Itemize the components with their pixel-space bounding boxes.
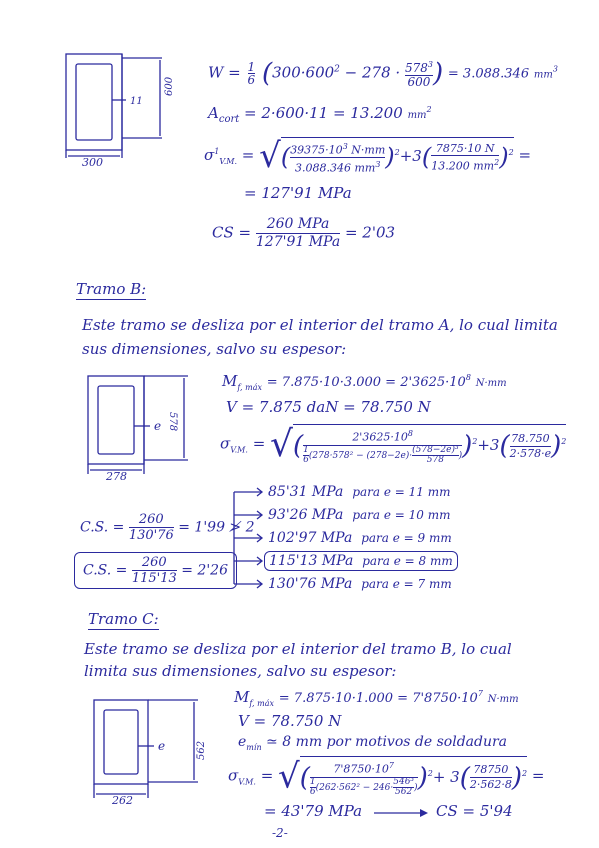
- section-c-text-2: limita sus dimensiones, salvo su espesor:: [84, 662, 397, 680]
- svm-a-sup: 1: [214, 147, 220, 156]
- svm-a-t2-exp: 2: [508, 148, 514, 158]
- mf-c-label: M: [234, 688, 250, 706]
- svm-a-t1-den-exp: 3: [375, 160, 381, 169]
- svm-a-t1-num: 39375·10: [290, 144, 343, 157]
- section-b-title: Tramo B:: [76, 280, 147, 298]
- cs-b1-label: C.S. =: [80, 519, 125, 536]
- cs-a-result: = 2'03: [344, 223, 396, 242]
- svm-c-label: σ: [228, 766, 239, 785]
- section-c-text-1: Este tramo se desliza por el interior del tramo B, lo cual: [84, 640, 512, 658]
- cross-section-a-diagram: [62, 48, 192, 168]
- svm-b-t2-den: 2·578·e: [509, 446, 552, 460]
- cs-b2-formula: [74, 552, 237, 589]
- emin-label: e: [238, 734, 247, 750]
- svm-b-den-pre-den: 6: [303, 454, 309, 465]
- result-value: 85'31 MPa: [268, 484, 344, 500]
- cs-a-label: CS =: [212, 223, 252, 242]
- emin-c: [238, 734, 507, 752]
- svm-a-formula: $\sigma^1_{V.M.}$ = √( $\frac{39375\cdot 10^3 N\cdot mm}{3.088.346 mm^3}$ )$^2$+3( $\frac{7875\cdot 10 N}{13.200 mm^2}$ )$^2$ =: [204, 136, 532, 176]
- svm-c-den-frac-den: 562: [395, 786, 413, 797]
- svm-b-den-frac-num: (578−2e)³: [412, 444, 459, 455]
- svm-c-t2-exp: 2: [522, 768, 528, 778]
- svm-b-t2-num: 78.750: [511, 431, 550, 445]
- svm-a-eq: =: [518, 146, 532, 164]
- v-c-expr: V = 78.750 N: [238, 712, 342, 730]
- page-number: -2-: [272, 826, 288, 840]
- mf-b-formula: [222, 372, 507, 392]
- svm-a-t1-exp: 2: [394, 148, 400, 158]
- svm-a-t2-den: 13.200 mm: [431, 159, 495, 173]
- w-frac-den: 6: [247, 73, 256, 87]
- svm-b-sub: V.M.: [230, 445, 248, 455]
- svm-a-t1-den: 3.088.346 mm: [295, 161, 376, 175]
- w-frac-num: 1: [247, 60, 256, 74]
- result-value: 115'13 MPa: [269, 553, 354, 569]
- cs-a-num: 260 MPa: [256, 216, 340, 234]
- svm-c-den-pre-den: 6: [309, 786, 316, 797]
- svm-a-result: = 127'91 MPa: [244, 184, 352, 202]
- result-value: 130'76 MPa: [268, 576, 353, 592]
- svm-c-t1-num: 7'8750·10: [333, 762, 389, 776]
- acort-formula: [208, 104, 432, 125]
- w-unit: mm: [533, 69, 553, 81]
- svm-c-eq: =: [531, 766, 545, 785]
- result-arrow-c: [372, 806, 432, 820]
- w-label: W =: [208, 63, 241, 82]
- section-b-text-2: sus dimensiones, salvo su espesor:: [82, 340, 347, 358]
- section-c-title: Tramo C:: [88, 610, 159, 628]
- dim-height-a: 600: [164, 76, 175, 96]
- mf-c-unit: N·mm: [487, 694, 519, 705]
- result-cond: para e = 11 mm: [352, 485, 451, 499]
- svm-c-den-pre-num: 1: [309, 776, 316, 787]
- result-cond: para e = 10 mm: [352, 508, 451, 522]
- cs-a-den: 127'91 MPa: [255, 234, 341, 250]
- svm-b-t1-num: 2'3625·10: [352, 430, 408, 444]
- cross-section-b-diagram: [84, 370, 196, 482]
- mf-b-exp: 8: [465, 373, 471, 382]
- w-formula: W = $\frac{1}{6}$ ($300\cdot 600^2 - 278$ · $\frac{578^3}{600}$ ) = 3.088.346 $mm^3$: [208, 58, 558, 89]
- svm-c-t2-num: 78750: [470, 763, 512, 778]
- cs-b1-num: 260: [129, 512, 174, 528]
- svm-b-label: σ: [220, 434, 231, 453]
- mf-c-formula: [234, 688, 519, 708]
- dim-height-b: 578: [167, 412, 178, 432]
- cs-b1-result: = 1'99 ≯ 2: [178, 519, 255, 536]
- svm-c-t2-den: 2·562·8: [469, 778, 512, 792]
- dim-thickness-c: e: [158, 739, 166, 753]
- mf-b-expr: = 7.875·10·3.000 = 2'3625·10: [266, 375, 466, 390]
- emin-sub: mín: [246, 742, 262, 752]
- mf-c-sub: f, máx: [249, 699, 274, 708]
- cs-b1-den: 130'76: [128, 528, 174, 543]
- svm-c-sub: V.M.: [238, 777, 256, 787]
- mf-c-expr: = 7.875·10·1.000 = 7'8750·10: [278, 691, 478, 706]
- svm-a-t1-num-unit: N·mm: [351, 144, 386, 157]
- result-cond: para e = 9 mm: [361, 531, 452, 545]
- svm-b-formula: $\sigma_{V.M.}$ = √( $2'3625\cdot 10^8$ $\frac{1}{6}$ (278·578² − (278−2e)· $\frac{\text{(578−2e)³}}{578}$ ) )$^2$+3( $\frac{78.750}{2\cdot 578\cdot e}$ )$^2$: [220, 424, 567, 465]
- svm-a-t2-num: 7875·10 N: [431, 142, 499, 156]
- svm-c-den-frac-num: 546³: [393, 776, 415, 787]
- mf-b-sub: f, máx: [237, 383, 262, 392]
- svm-c-den-mid: (262·562² − 246·: [315, 782, 394, 793]
- mf-b-label: M: [222, 372, 238, 390]
- svm-b-t1-exp: 2: [472, 437, 478, 446]
- result-value: 102'97 MPa: [268, 530, 353, 546]
- dim-height-c: 562: [196, 740, 207, 760]
- emin-text: ≃ 8 mm por motivos de soldadura: [266, 734, 508, 750]
- acort-label: A: [208, 104, 219, 122]
- w-inner-exp: 3: [427, 60, 433, 69]
- mf-b-unit: N·mm: [475, 378, 507, 389]
- w-inner-den: 600: [407, 75, 431, 89]
- w-unit-exp: 3: [552, 64, 558, 74]
- v-b-expr: V = 7.875 daN = 78.750 N: [226, 398, 431, 416]
- w-expr-2: − 278 ·: [344, 63, 401, 82]
- result-row: [268, 484, 450, 500]
- cs-b2-den: 115'13: [131, 571, 177, 586]
- dim-width-b: 278: [106, 470, 127, 482]
- cs-a-formula: [212, 216, 395, 251]
- cross-section-c-diagram: [90, 694, 210, 806]
- svm-b-t1-num-exp: 8: [407, 429, 413, 439]
- svm-b-coef: +3: [477, 436, 500, 454]
- svm-b-t2-exp: 2: [561, 437, 567, 446]
- result-row-selected: [264, 551, 458, 571]
- w-expr-1: 300·600: [272, 63, 335, 82]
- cs-c-result: CS = 5'94: [436, 802, 513, 820]
- result-cond: para e = 7 mm: [361, 577, 452, 591]
- dim-width-a: 300: [82, 156, 103, 168]
- svm-a-coef: +3: [399, 147, 422, 166]
- cs-b1-formula: [80, 512, 255, 543]
- acort-unit-exp: 2: [426, 105, 432, 114]
- result-cond: para e = 8 mm: [362, 554, 453, 568]
- svm-a-label: σ: [204, 146, 215, 164]
- acort-sub: cort: [218, 114, 240, 125]
- svm-c-result: = 43'79 MPa: [264, 802, 363, 820]
- svm-c-t1-exp: 2: [427, 768, 433, 778]
- result-value: 93'26 MPa: [268, 507, 344, 523]
- result-row: [268, 530, 452, 546]
- svm-b-den-mid: (278·578² − (278−2e)·: [308, 450, 413, 461]
- svm-c-t1-num-exp: 7: [388, 761, 395, 770]
- result-row: [268, 507, 450, 523]
- svm-a-t2-den-exp: 2: [494, 158, 500, 168]
- section-b-text-1: Este tramo se desliza por el interior del tramo A, lo cual limita: [82, 316, 558, 334]
- svm-b-den-frac-den: 578: [426, 454, 444, 465]
- svm-a-t1-num-exp: 3: [342, 142, 348, 152]
- svm-c-formula: $\sigma_{V.M.}$ = √( $7'8750\cdot 10^7$ $\frac{1}{6}$ (262·562² − 246· $\frac{\text{546³}}{562}$ ) )$^2$+ 3( $\frac{78750}{2\cdot 562\cdot 8}$ )$^2$ =: [228, 756, 545, 797]
- w-exp-1: 2: [334, 64, 340, 75]
- dim-thickness-a: 11: [130, 96, 143, 107]
- w-result: = 3.088.346: [447, 66, 530, 82]
- svm-c-coef: + 3: [432, 767, 460, 786]
- w-inner-num: 578: [404, 61, 428, 75]
- svm-a-sub: V.M.: [219, 157, 237, 166]
- acort-unit: mm: [407, 110, 427, 121]
- result-row: [268, 576, 452, 592]
- dim-width-c: 262: [112, 794, 133, 806]
- svm-b-den-pre-num: 1: [303, 444, 309, 455]
- cs-b2-label: C.S. =: [83, 562, 128, 579]
- mf-c-exp: 7: [477, 689, 483, 698]
- cs-b2-num: 260: [132, 555, 177, 571]
- cs-b2-result: = 2'26: [181, 562, 228, 579]
- dim-thickness-b: e: [154, 419, 162, 433]
- acort-expr: = 2·600·11 = 13.200: [244, 104, 403, 122]
